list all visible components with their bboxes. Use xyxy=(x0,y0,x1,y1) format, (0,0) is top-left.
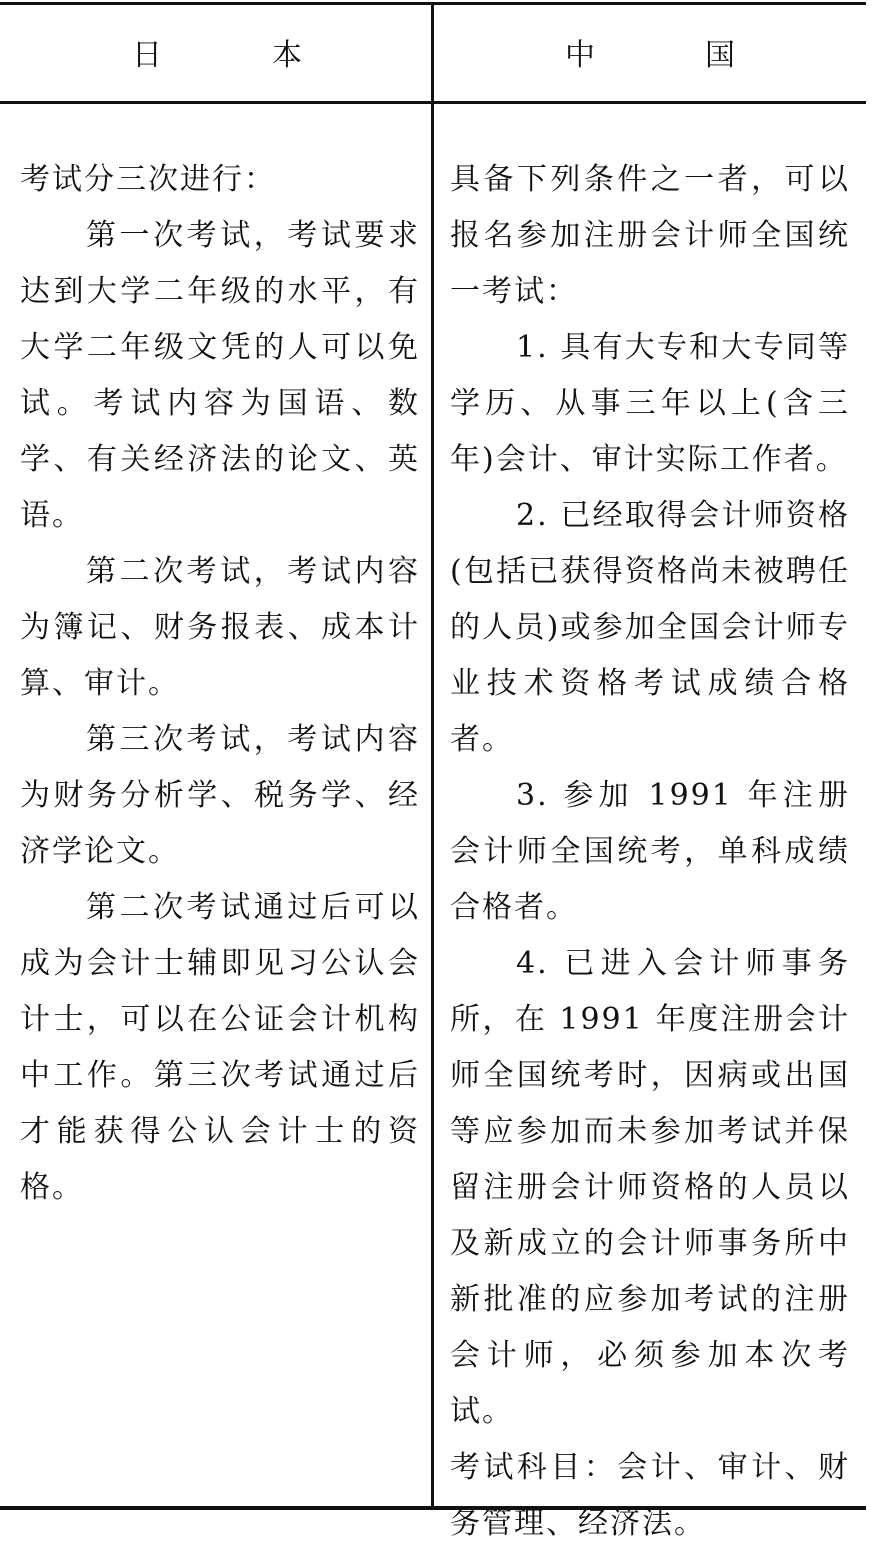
header-china xyxy=(565,30,735,80)
japan-paragraph-third-exam: 第三次考试，考试内容为财务分析学、税务学、经济学论文。 xyxy=(20,722,420,869)
header-japan-char-2: 本 xyxy=(272,38,302,73)
japan-paragraph-qualification: 第二次考试通过后可以成为会计士辅即见习公认会计士，可以在公证会计机构中工作。第三次考试通过后才能获得公认会计士的资格。 xyxy=(20,890,420,1205)
japan-paragraph-first-exam: 第一次考试，考试要求达到大学二年级的水平，有大学二年级文凭的人可以免试。考试内容为国语、数学、有关经济法的论文、英语。 xyxy=(20,218,420,533)
header-japan-char-1: 日 xyxy=(132,38,162,73)
china-condition-1: 1. 具有大专和大专同等学历、从事三年以上(含三年)会计、审计实际工作者。 xyxy=(450,330,850,477)
china-column xyxy=(450,152,850,1552)
header-japan xyxy=(132,30,302,80)
column-divider xyxy=(431,2,434,1510)
china-condition-2: 2. 已经取得会计师资格(包括已获得资格尚未被聘任的人员)或参加全国会计师专业技术资格考试成绩合格者。 xyxy=(450,498,850,757)
china-condition-3: 3. 参加 1991 年注册会计师全国统考，单科成绩合格者。 xyxy=(450,778,850,925)
japan-column xyxy=(20,152,420,1216)
china-exam-subjects: 考试科目：会计、审计、财务管理、经济法。 xyxy=(450,1450,850,1541)
japan-paragraph-second-exam: 第二次考试，考试内容为簿记、财务报表、成本计算、审计。 xyxy=(20,554,420,701)
japan-intro: 考试分三次进行： xyxy=(20,162,276,197)
header-china-char-2: 国 xyxy=(705,38,735,73)
china-intro: 具备下列条件之一者，可以报名参加注册会计师全国统一考试： xyxy=(450,162,850,309)
china-condition-4: 4. 已进入会计师事务所，在 1991 年度注册会计师全国统考时，因病或出国等应参加而未参加考试并保留注册会计师资格的人员以及新成立的会计师事务所中新批准的应参加考试的注册会计师，必须参加本次考试。 xyxy=(450,946,850,1429)
header-china-char-1: 中 xyxy=(565,38,595,73)
